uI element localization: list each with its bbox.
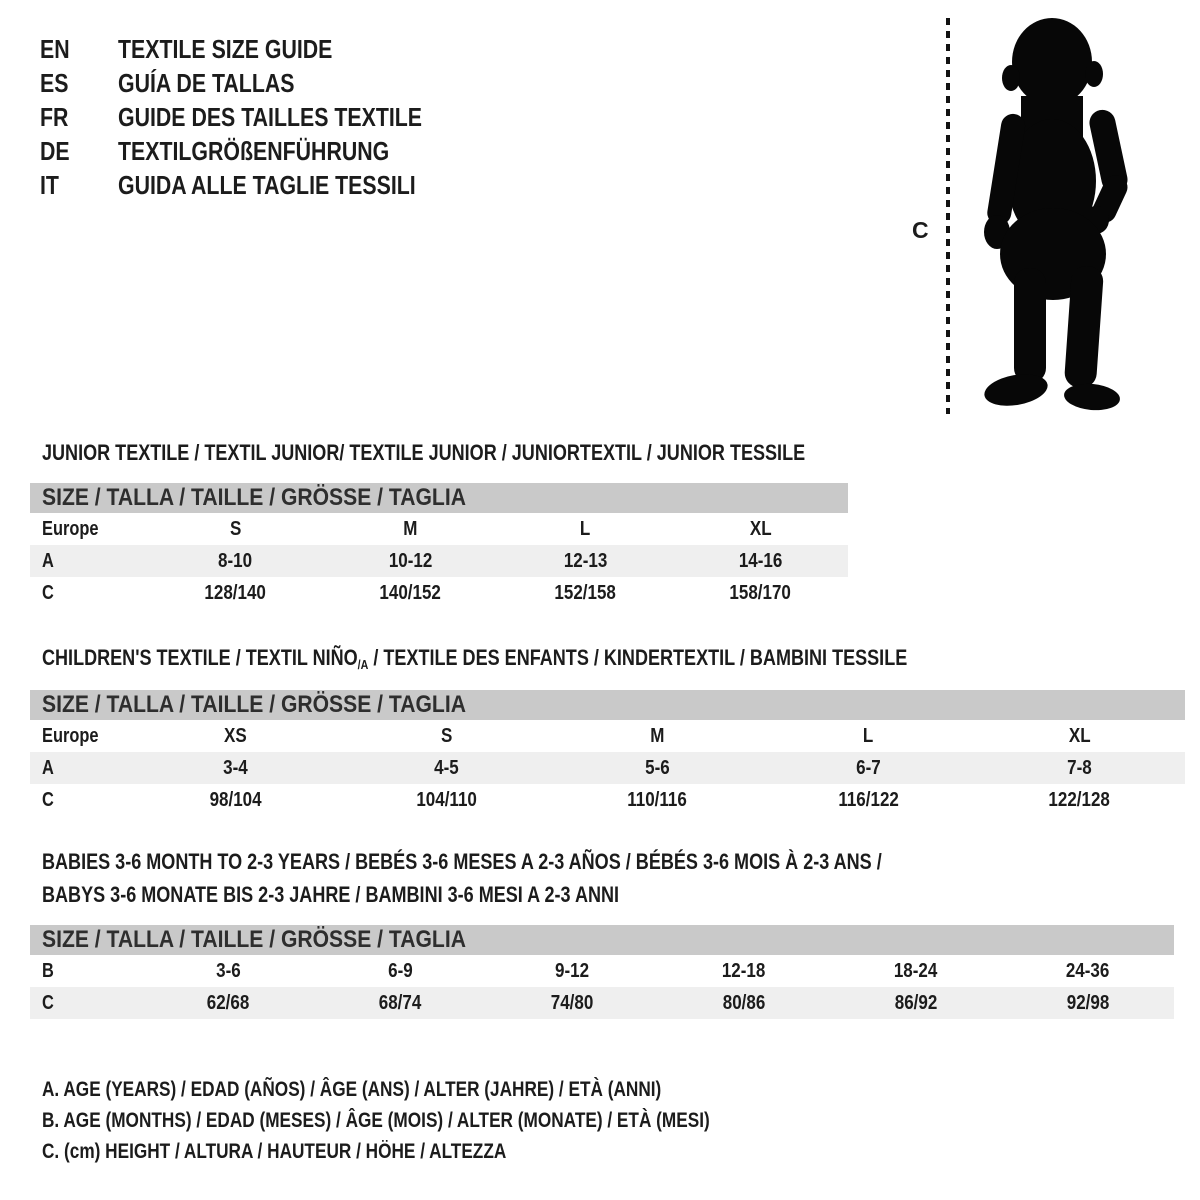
language-title: GUÍA DE TALLAS bbox=[118, 68, 295, 98]
junior-size-table bbox=[30, 483, 848, 609]
language-title: TEXTILE SIZE GUIDE bbox=[118, 34, 333, 64]
row-label: Europe bbox=[42, 725, 99, 747]
row-value: 128/140 bbox=[204, 582, 267, 604]
size-header-bar bbox=[30, 925, 1174, 955]
row-value: M bbox=[650, 725, 665, 747]
row-value: 80/86 bbox=[722, 992, 766, 1014]
row-value: XL bbox=[1068, 725, 1091, 747]
table-row bbox=[30, 577, 848, 609]
row-value: XS bbox=[224, 725, 247, 747]
row-label: A bbox=[42, 757, 54, 779]
table-row bbox=[30, 987, 1174, 1019]
row-label: Europe bbox=[42, 518, 99, 540]
language-code: DE bbox=[40, 136, 70, 166]
row-value: 104/110 bbox=[416, 789, 477, 811]
section-title-children bbox=[42, 641, 1097, 681]
table-row bbox=[30, 545, 848, 577]
section-title-text: BABYS 3-6 MONATE BIS 2-3 JAHRE / BAMBINI 3-6 MESI A 2-3 ANNI bbox=[42, 882, 620, 907]
legend-line-c: C. (cm) HEIGHT / ALTURA / HAUTEUR / HÖHE / ALTEZZA bbox=[42, 1140, 507, 1163]
row-label: A bbox=[42, 550, 54, 572]
row-value: S bbox=[229, 518, 242, 540]
language-code: FR bbox=[40, 102, 69, 132]
row-value: 3-6 bbox=[215, 960, 241, 982]
size-header-text: SIZE / TALLA / TAILLE / GRÖSSE / TAGLIA bbox=[42, 926, 466, 953]
row-value: 158/170 bbox=[729, 582, 792, 604]
row-value: 8-10 bbox=[218, 550, 253, 572]
row-value: 86/92 bbox=[894, 992, 938, 1014]
section-title-text: BABIES 3-6 MONTH TO 2-3 YEARS / BEBÉS 3-6 MESES A 2-3 AÑOS / BÉBÉS 3-6 MOIS À 2-3 ANS / bbox=[42, 849, 882, 874]
language-title: GUIDE DES TAILLES TEXTILE bbox=[118, 102, 423, 132]
height-measure-label: C bbox=[912, 217, 929, 243]
babies-size-table bbox=[30, 925, 1174, 1019]
size-header-bar bbox=[30, 483, 848, 513]
table-rows bbox=[30, 720, 1185, 816]
language-code: IT bbox=[40, 170, 59, 200]
legend-line-a: A. AGE (YEARS) / EDAD (AÑOS) / ÂGE (ANS) / ALTER (JAHRE) / ETÀ (ANNI) bbox=[42, 1078, 662, 1101]
table-row bbox=[30, 720, 1185, 752]
language-title: TEXTILGRÖßENFÜHRUNG bbox=[118, 136, 390, 166]
height-dashed-line bbox=[946, 18, 950, 414]
row-value: 24-36 bbox=[1066, 960, 1110, 982]
measurement-legend bbox=[42, 1074, 856, 1167]
table-rows bbox=[30, 513, 848, 609]
subscript-text: /A bbox=[357, 657, 369, 672]
section-title-text: CHILDREN'S TEXTILE / TEXTIL $NIÑO_{/A}$ / TEXTILE DES ENFANTS / KINDERTEXTIL / BAMBINI TESSILE bbox=[42, 645, 908, 672]
row-value: L bbox=[863, 725, 874, 747]
row-value: 116/122 bbox=[838, 789, 899, 811]
section-title-text: JUNIOR TEXTILE / TEXTIL JUNIOR/ TEXTILE JUNIOR / JUNIORTEXTIL / JUNIOR TESSILE bbox=[42, 440, 806, 465]
row-label: C bbox=[42, 789, 54, 811]
row-label: C bbox=[42, 582, 54, 604]
row-value: 7-8 bbox=[1067, 757, 1092, 779]
row-value: 12-13 bbox=[563, 550, 608, 572]
row-value: L bbox=[580, 518, 591, 540]
row-value: 92/98 bbox=[1066, 992, 1110, 1014]
row-value: 18-24 bbox=[894, 960, 938, 982]
row-value: M bbox=[403, 518, 418, 540]
row-label: C bbox=[42, 992, 54, 1014]
row-value: 152/158 bbox=[554, 582, 617, 604]
row-value: 6-9 bbox=[387, 960, 413, 982]
table-row bbox=[30, 513, 848, 545]
size-header-text: SIZE / TALLA / TAILLE / GRÖSSE / TAGLIA bbox=[42, 691, 466, 718]
row-value: 10-12 bbox=[388, 550, 433, 572]
row-value: 68/74 bbox=[378, 992, 422, 1014]
row-value: XL bbox=[749, 518, 772, 540]
table-rows bbox=[30, 955, 1174, 1019]
row-value: 6-7 bbox=[856, 757, 881, 779]
children-size-table bbox=[30, 690, 1185, 816]
row-value: 74/80 bbox=[550, 992, 594, 1014]
language-code: EN bbox=[40, 34, 70, 64]
language-title: GUIDA ALLE TAGLIE TESSILI bbox=[118, 170, 416, 200]
row-value: 14-16 bbox=[738, 550, 783, 572]
legend-line-b: B. AGE (MONTHS) / EDAD (MESES) / ÂGE (MOIS) / ALTER (MONATE) / ETÀ (MESI) bbox=[42, 1109, 710, 1132]
table-row bbox=[30, 955, 1174, 987]
table-row bbox=[30, 752, 1185, 784]
row-value: 62/68 bbox=[206, 992, 250, 1014]
table-row bbox=[30, 784, 1185, 816]
language-code: ES bbox=[40, 68, 69, 98]
row-value: 140/152 bbox=[379, 582, 442, 604]
row-value: 12-18 bbox=[722, 960, 766, 982]
row-value: S bbox=[440, 725, 453, 747]
row-value: 98/104 bbox=[209, 789, 262, 811]
toddler-silhouette-icon bbox=[966, 16, 1134, 414]
row-value: 122/128 bbox=[1048, 789, 1111, 811]
language-list bbox=[40, 32, 489, 202]
row-value: 9-12 bbox=[554, 960, 590, 982]
row-value: 110/116 bbox=[627, 789, 688, 811]
row-value: 5-6 bbox=[645, 757, 670, 779]
size-header-text: SIZE / TALLA / TAILLE / GRÖSSE / TAGLIA bbox=[42, 484, 466, 511]
section-title-babies bbox=[42, 845, 1066, 911]
size-header-bar bbox=[30, 690, 1185, 720]
section-title-junior bbox=[42, 436, 973, 469]
row-value: 4-5 bbox=[434, 757, 459, 779]
row-label: B bbox=[42, 960, 54, 982]
row-value: 3-4 bbox=[223, 757, 248, 779]
